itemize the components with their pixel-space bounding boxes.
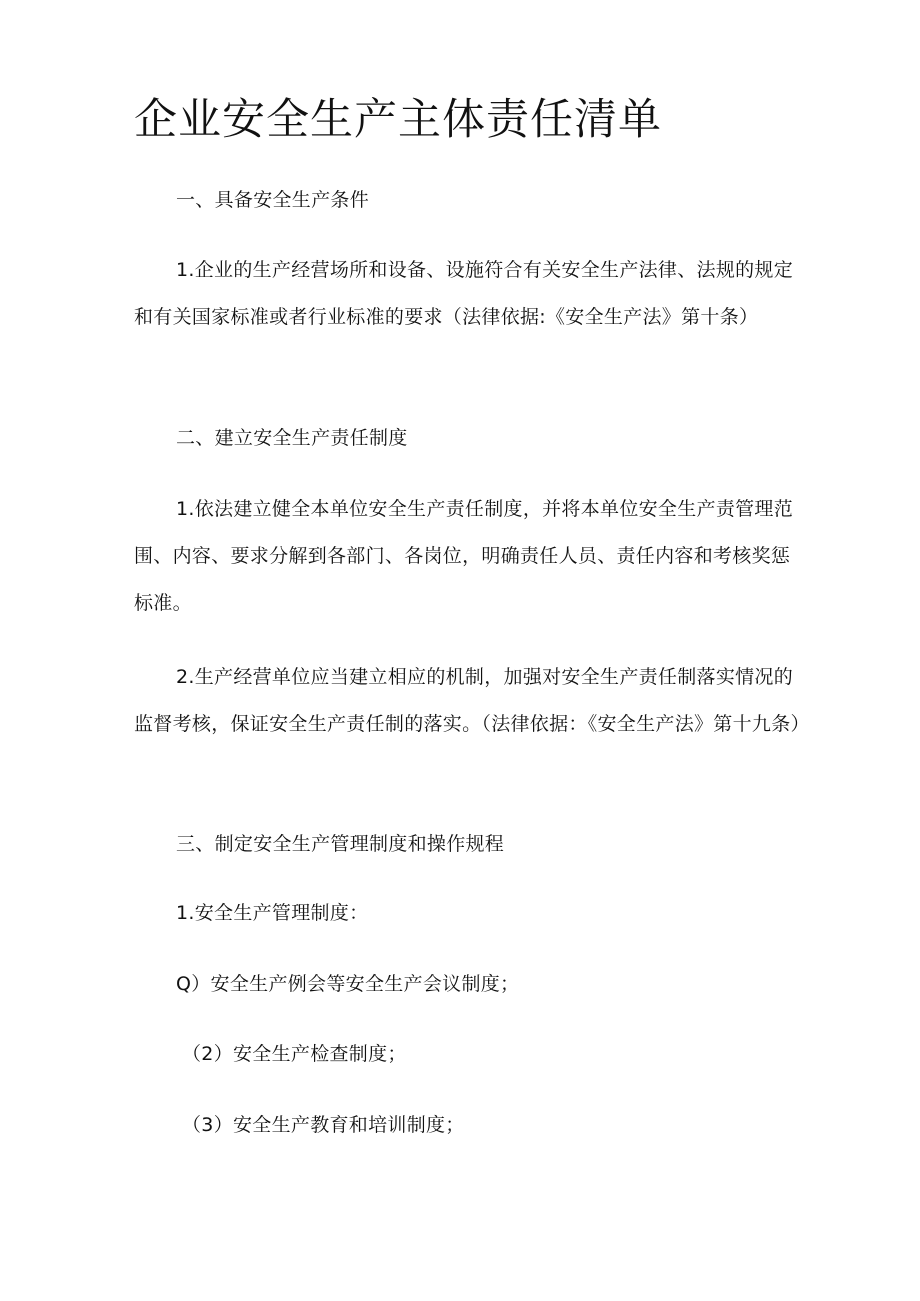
section-3-item-1: 1.安全生产管理制度：: [176, 902, 369, 924]
section-3-item-2: Q）安全生产例会等安全生产会议制度；: [176, 973, 520, 995]
section-heading-2: 二、建立安全生产责任制度: [176, 427, 408, 449]
section-3-item-3: （2）安全生产检查制度；: [182, 1043, 407, 1065]
section-heading-1: 一、具备安全生产条件: [176, 189, 370, 211]
document-title: 企业安全生产主体责任清单: [134, 95, 662, 145]
section-3-item-4: （3）安全生产教育和培训制度；: [182, 1114, 465, 1136]
section-2-item-1: 1.依法建立健全本单位安全生产责任制度，并将本单位安全生产责管理范围、内容、要求分解到各部门、各岗位，明确责任人员、责任内容和考核奖惩标准。: [134, 498, 794, 614]
section-2-item-2: 2.生产经营单位应当建立相应的机制，加强对安全生产责任制落实情况的监督考核，保证安全生产责任制的落实。（法律依据：《安全生产法》第十九条）: [134, 666, 810, 735]
section-1-item-1: 1.企业的生产经营场所和设备、设施符合有关安全生产法律、法规的规定和有关国家标准或者行业标准的要求（法律依据:《安全生产法》第十条）: [134, 259, 794, 328]
section-heading-3: 三、制定安全生产管理制度和操作规程: [176, 833, 505, 855]
